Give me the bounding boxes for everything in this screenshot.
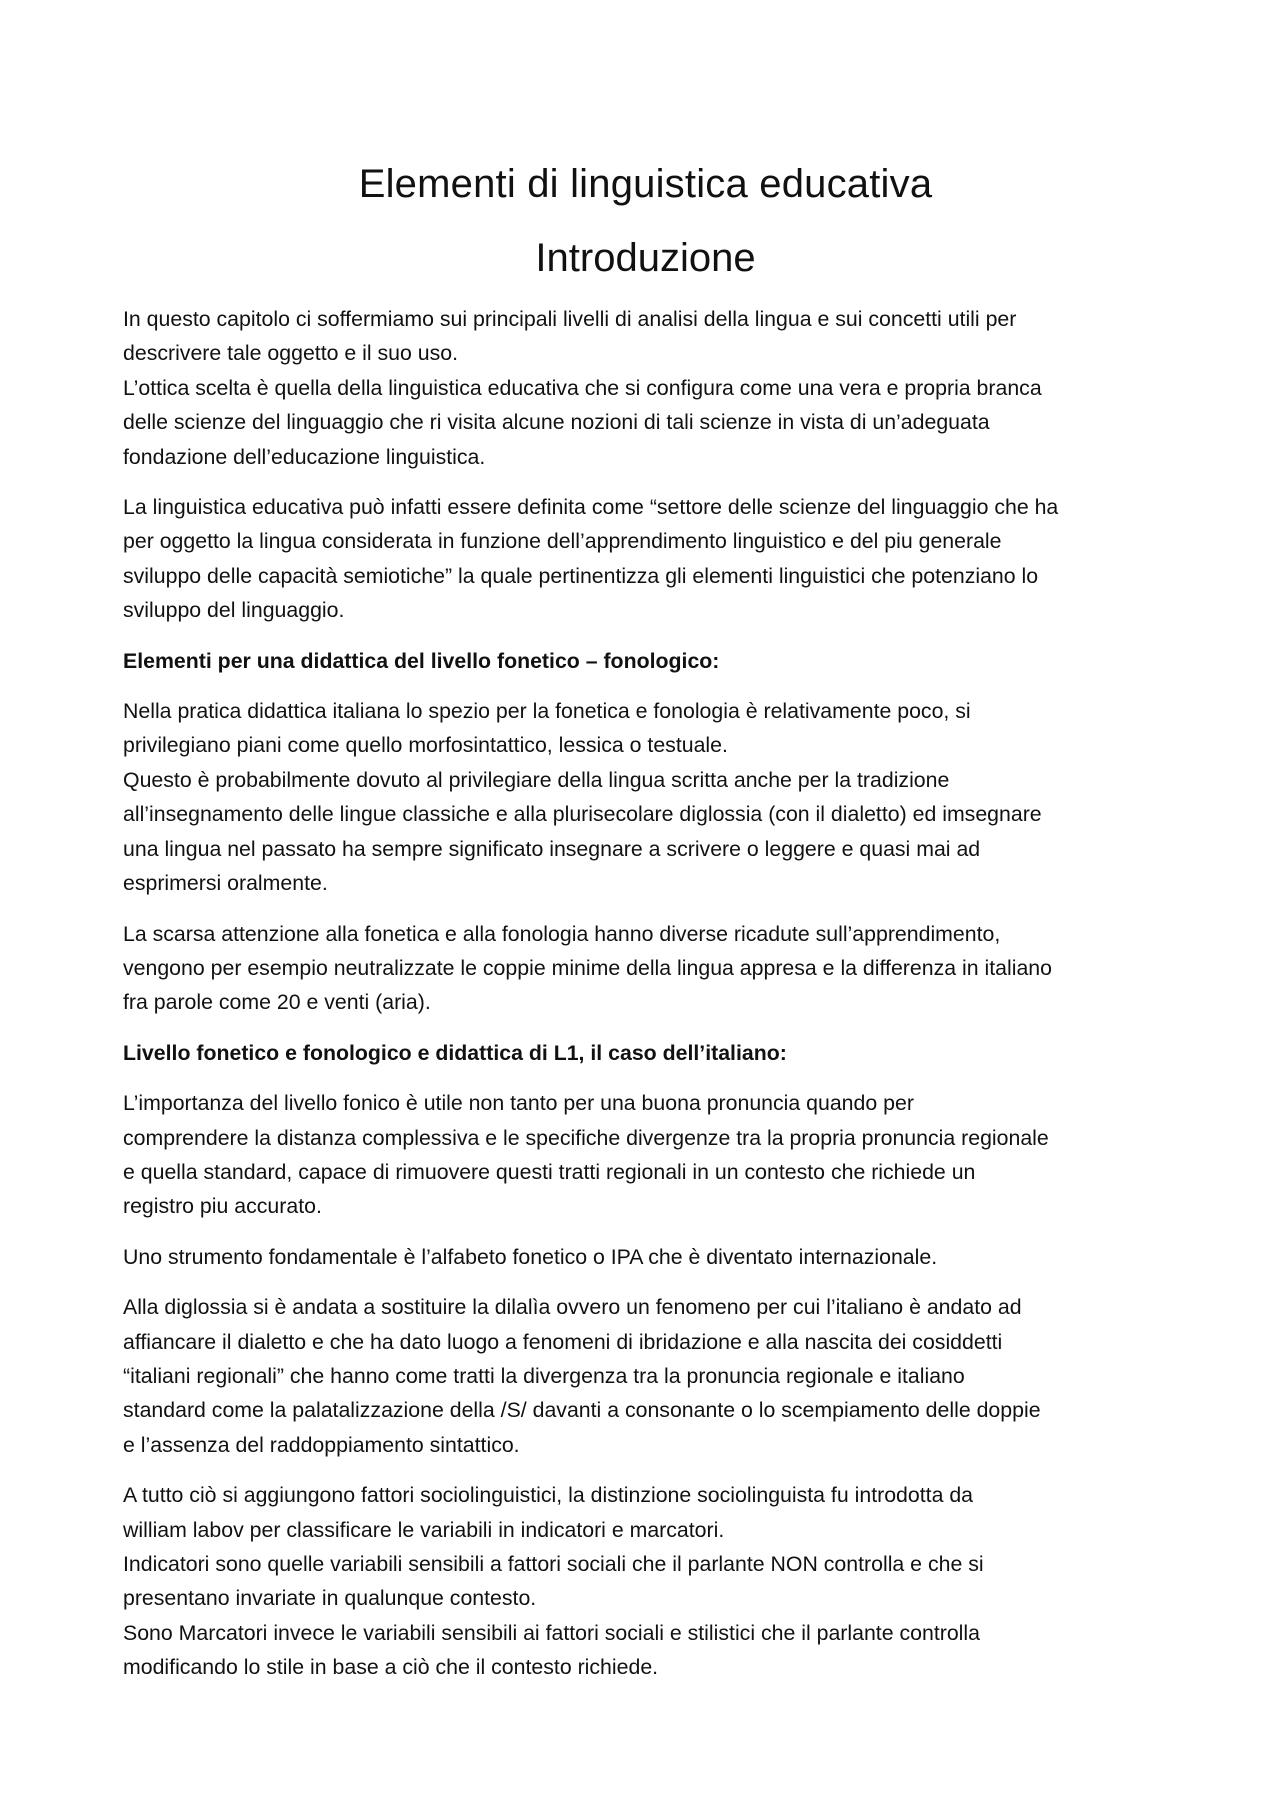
- paragraph-didactic-practice: Nella pratica didattica italiana lo spezio per la fonetica e fonologia è relativamente poco, si privilegiano piani come quello morfosintattico, lessica o testuale. Questo è probabilmente dovuto al privilegiare della lingua scritta anche per la tradizione all’insegnamento delle lingue classiche e alla plurisecolare diglossia (con il dialetto) ed imsegnare una lingua nel passato ha sempre significato insegnare a scrivere o leggere e quasi mai ad esprimersi oralmente.: [123, 699, 1042, 896]
- paragraph-sociolinguistics: A tutto ciò si aggiungono fattori sociolinguistici, la distinzione sociolinguista fu introdotta da william labov per classificare le variabili in indicatori e marcatori. Indicatori sono quelle variabili sensibili a fattori sociali che il parlante NON controlla e che si presentano invariate in qualunque contesto. Sono Marcatori invece le variabili sensibili ai fattori sociali e stilistici che il parlante controlla modificando lo stile in base a ciò che il contesto richiede.: [123, 1483, 984, 1680]
- document-body: [123, 158, 1168, 1685]
- paragraph-consequences: La scarsa attenzione alla fonetica e alla fonologia hanno diverse ricadute sull’apprendimento, vengono per esempio neutralizzate le coppie minime della lingua appresa e la differenza in italiano fra parole come 20 e venti (aria).: [123, 921, 1052, 1015]
- section-heading-l1: Livello fonetico e fonologico e didattica di L1, il caso dell’italiano:: [123, 1040, 787, 1065]
- paragraph-dilalia: Alla diglossia si è andata a sostituire la dilalìa ovvero un fenomeno per cui l’italiano è andato ad affiancare il dialetto e che ha dato luogo a fenomeni di ibridazione e alla nascita dei cosiddetti “italiani regionali” che hanno come tratti la divergenza tra la pronuncia regionale e italiano standard come la palatalizzazione della /S/ davanti a consonante o lo scempiamento delle doppie e l’assenza del raddoppiamento sintattico.: [123, 1295, 1041, 1457]
- paragraph-definition: La linguistica educativa può infatti essere definita come “settore delle scienze del linguaggio che ha per oggetto la lingua considerata in funzione dell’apprendimento linguistico e del piu generale sviluppo delle capacità semiotiche” la quale pertinentizza gli elementi linguistici che potenziano lo sviluppo del linguaggio.: [123, 495, 1059, 623]
- paragraph-intro: In questo capitolo ci soffermiamo sui principali livelli di analisi della lingua e sui concetti utili per descrivere tale oggetto e il suo uso. L’ottica scelta è quella della linguistica educativa che si configura come una vera e propria branca delle scienze del linguaggio che ri visita alcune nozioni di tali scienze in vista di un’adeguata fondazione dell’educazione linguistica.: [123, 307, 1042, 469]
- document-title: Elementi di linguistica educativa: [358, 162, 933, 206]
- document-subtitle: Introduzione: [535, 236, 756, 280]
- section-heading-phonetic: Elementi per una didattica del livello fonetico – fonologico:: [123, 648, 720, 673]
- paragraph-ipa: Uno strumento fondamentale è l’alfabeto fonetico o IPA che è diventato internazionale.: [123, 1244, 938, 1269]
- paragraph-phonic-level: L’importanza del livello fonico è utile non tanto per una buona pronuncia quando per comprendere la distanza complessiva e le specifiche divergenze tra la propria pronuncia regionale e quella standard, capace di rimuovere questi tratti regionali in un contesto che richiede un registro piu accurato.: [123, 1091, 1049, 1219]
